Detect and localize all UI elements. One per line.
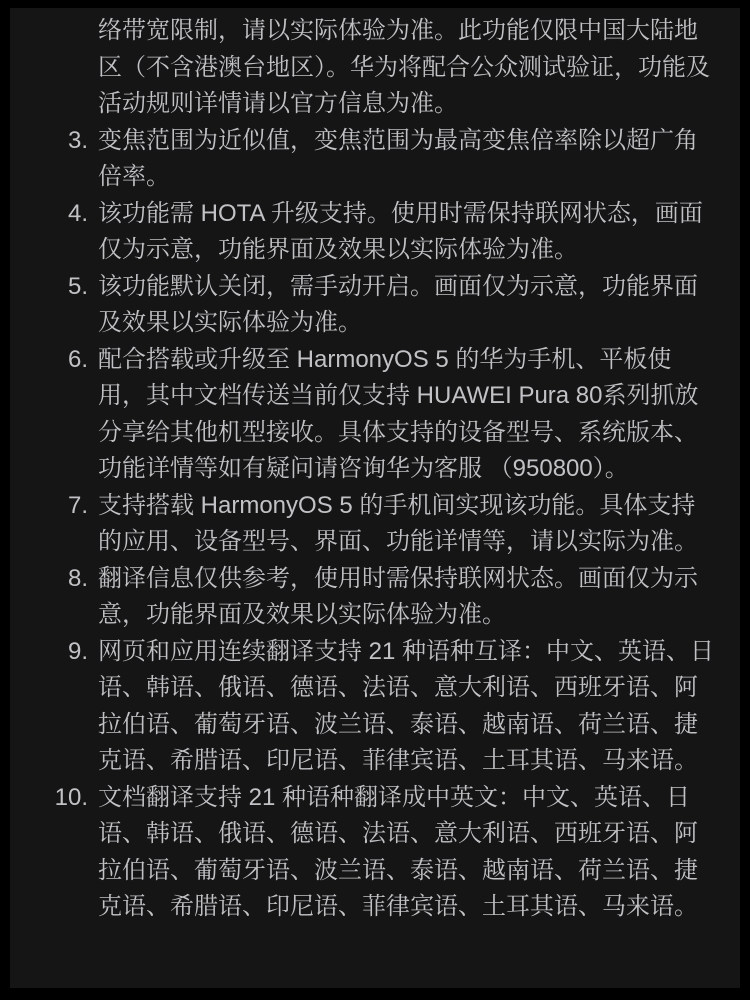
footnote-text: 翻译信息仅供参考，使用时需保持联网状态。画面仅为示意，功能界面及效果以实际体验为准。	[98, 564, 698, 628]
footnote-number: 7.	[67, 491, 88, 519]
footnote-text: 网页和应用连续翻译支持 21 种语种互译：中文、英语、日语、韩语、俄语、德语、法语、意大利语、西班牙语、阿拉伯语、葡萄牙语、波兰语、泰语、越南语、荷兰语、捷克语、希腊语、印尼语、菲律宾语、土耳其语、马来语。	[98, 637, 715, 774]
footnote-number: 8.	[67, 564, 88, 592]
footnote-item-7	[67, 488, 716, 561]
footnote-item-8	[67, 561, 716, 634]
footnote-item-4	[67, 196, 716, 269]
footnote-text: 该功能默认关闭，需手动开启。画面仅为示意，功能界面及效果以实际体验为准。	[98, 272, 698, 336]
footnote-number: 3.	[67, 126, 88, 154]
footnote-list	[10, 8, 740, 926]
footnote-text: 文档翻译支持 21 种语种翻译成中英文：中文、英语、日语、韩语、俄语、德语、法语、意大利语、西班牙语、阿拉伯语、葡萄牙语、波兰语、泰语、越南语、荷兰语、捷克语、希腊语、印尼语、菲律宾语、土耳其语、马来语。	[98, 783, 698, 920]
footnote-item-3	[67, 123, 716, 196]
footnote-number: 10.	[54, 783, 88, 811]
footnote-text: 变焦范围为近似值，变焦范围为最高变焦倍率除以超广角倍率。	[98, 126, 698, 190]
footnote-item-10	[54, 780, 716, 926]
footnote-item-6	[67, 342, 716, 488]
footnote-number: 4.	[67, 199, 88, 227]
footnote-number: 6.	[67, 345, 88, 373]
footnote-text: 支持搭载 HarmonyOS 5 的手机间实现该功能。具体支持的应用、设备型号、界面、功能详情等，请以实际为准。	[98, 491, 698, 555]
footnote-text: 配合搭载或升级至 HarmonyOS 5 的华为手机、平板使用，其中文档传送当前仅支持 HUAWEI Pura 80系列抓放分享给其他机型接收。具体支持的设备型号、系统版本、功能详情等如有疑问请咨询华为客服 （950800）。	[98, 345, 699, 482]
footnote-number: 9.	[67, 637, 88, 665]
footnote-item-9	[67, 634, 716, 780]
content-area	[10, 8, 740, 988]
footnote-number: 5.	[67, 272, 88, 300]
footnote-intro-continuation: 络带宽限制，请以实际体验为准。此功能仅限中国大陆地区（不含港澳台地区）。华为将配合公众测试验证，功能及活动规则详情请以官方信息为准。	[98, 17, 710, 117]
footnote-text: 该功能需 HOTA 升级支持。使用时需保持联网状态，画面仅为示意，功能界面及效果以实际体验为准。	[98, 199, 703, 263]
footnote-item-5	[67, 269, 716, 342]
